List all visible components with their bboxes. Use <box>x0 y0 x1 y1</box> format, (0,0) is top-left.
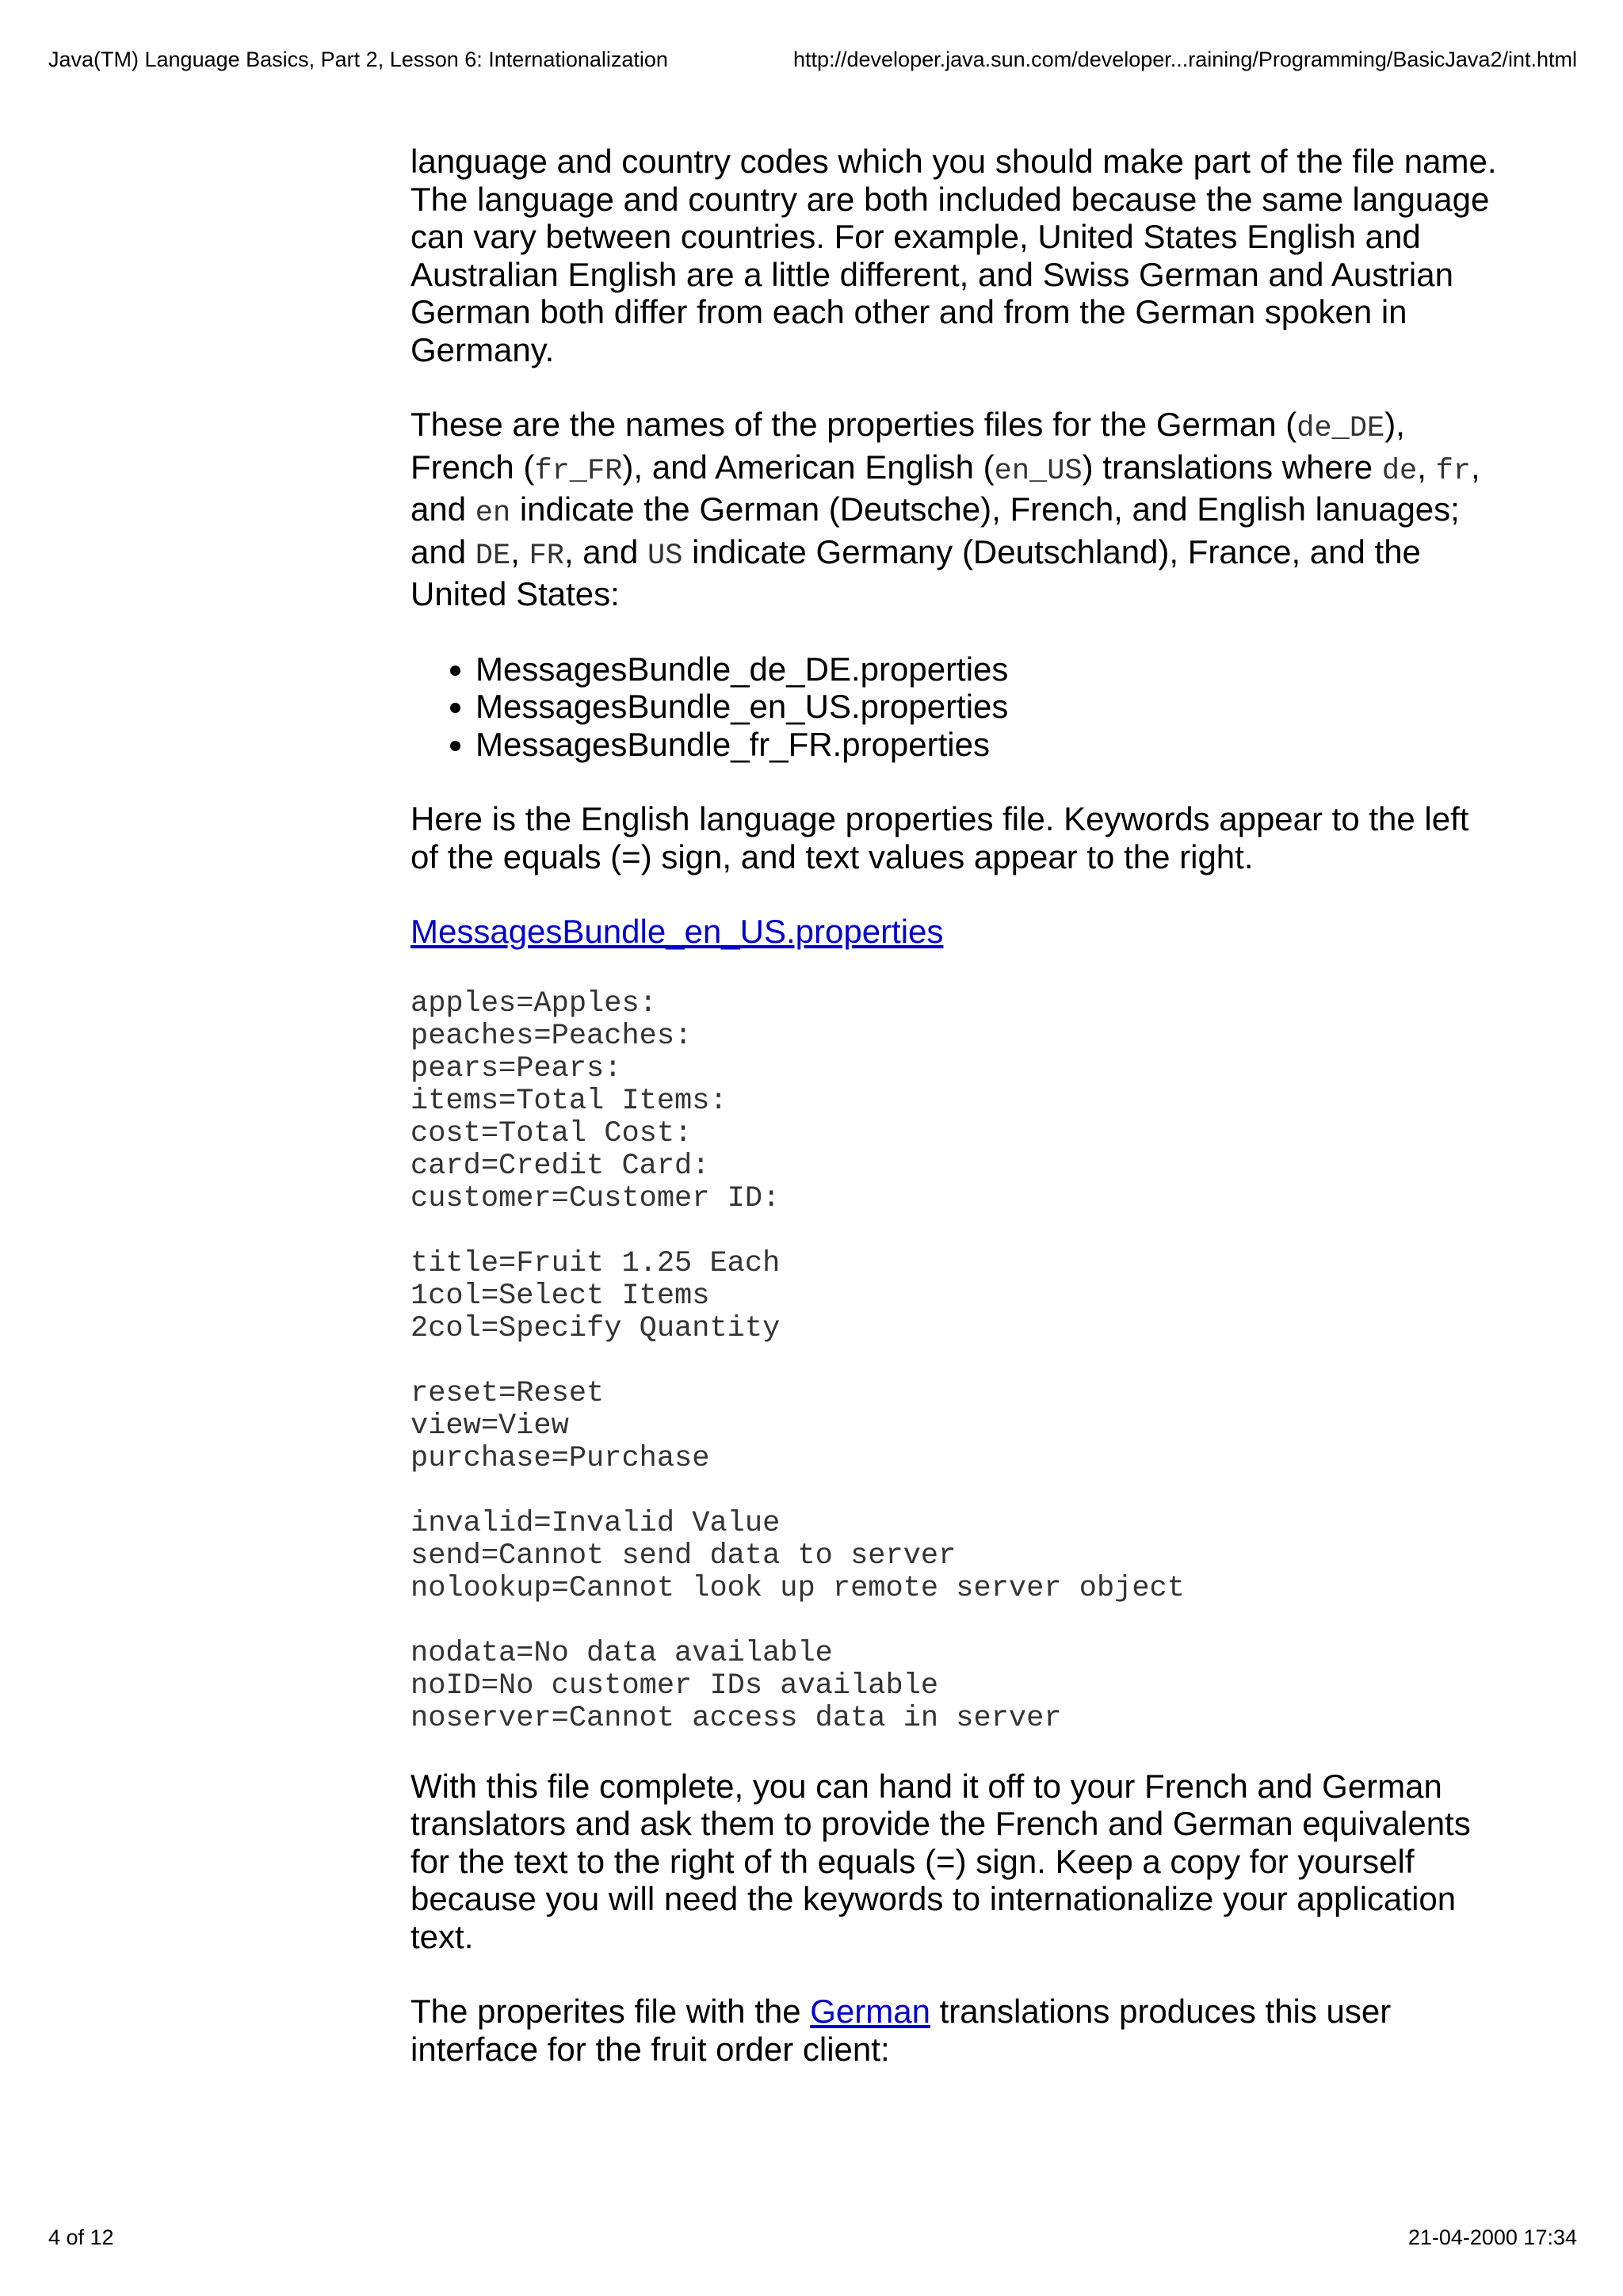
text-span: indicate the German (Deutsche), French, and English lanuages; and <box>411 490 1460 570</box>
code-fr-FR: fr_FR <box>534 454 623 488</box>
code-line: apples=Apples: <box>411 986 657 1020</box>
code-line: items=Total Items: <box>411 1084 727 1118</box>
code-group <box>411 988 1504 1215</box>
code-line: view=View <box>411 1409 569 1443</box>
paragraph-language-codes: language and country codes which you should make part of the file name. The language and country are both included because the same language can vary between countries. For example, United States English and Australian English are a little different, and Swiss German and Austrian German both differ from each other and from the German spoken in Germany. <box>411 143 1497 368</box>
print-timestamp: 21-04-2000 17:34 <box>1407 2225 1577 2249</box>
code-group <box>411 1638 1504 1735</box>
paragraph-english-file-intro: Here is the English language properties file. Keywords appear to the left of the equals (=) sign, and text values appear to the right. <box>411 800 1469 875</box>
text-span: translations produces this user interface for the fruit order client: <box>411 1993 1392 2068</box>
code-line: noserver=Cannot access data in server <box>411 1701 1062 1735</box>
list-item: • MessagesBundle_en_US.properties <box>475 688 1504 726</box>
code-line: title=Fruit 1.25 Each <box>411 1246 781 1280</box>
code-line: 1col=Select Items <box>411 1279 710 1313</box>
page-header-title: Java(TM) Language Basics, Part 2, Lesson 6: Internationalization <box>48 48 668 71</box>
paragraph-properties-names <box>411 406 1504 613</box>
page-header-url: http://developer.java.sun.com/developer...raining/Programming/BasicJava2/int.html <box>792 48 1577 71</box>
code-group <box>411 1378 1504 1475</box>
code-line: nolookup=Cannot look up remote server object <box>411 1571 1185 1605</box>
code-DE: DE <box>475 539 511 573</box>
code-en: en <box>475 497 511 530</box>
article-body <box>411 143 1504 2105</box>
code-fr: fr <box>1435 454 1472 488</box>
code-group <box>411 1248 1504 1345</box>
code-de-DE: de_DE <box>1296 412 1385 445</box>
properties-code-block <box>411 988 1504 1735</box>
code-line: noID=No customer IDs available <box>411 1669 939 1703</box>
code-line: pears=Pears: <box>411 1051 622 1085</box>
code-line: purchase=Purchase <box>411 1441 710 1475</box>
file-link-paragraph <box>411 913 1504 951</box>
paragraph-german-ui <box>411 1993 1504 2068</box>
code-line: nodata=No data available <box>411 1636 833 1670</box>
list-item: • MessagesBundle_de_DE.properties <box>475 650 1504 688</box>
text-span: , and <box>563 532 648 570</box>
code-group <box>411 1508 1504 1605</box>
text-span: The properites file with the <box>411 1993 811 2030</box>
code-line: peaches=Peaches: <box>411 1019 693 1053</box>
german-link[interactable]: German <box>810 1993 930 2030</box>
code-line: cost=Total Cost: <box>411 1116 693 1150</box>
properties-file-list <box>411 650 1504 764</box>
text-span: These are the names of the properties files for the German ( <box>411 406 1297 443</box>
text-span: indicate Germany (Deutschland), France, and the United States: <box>411 532 1421 612</box>
code-line: customer=Customer ID: <box>411 1181 781 1215</box>
text-span: , and <box>411 448 1480 528</box>
text-span: ), French ( <box>411 406 1405 486</box>
code-line: invalid=Invalid Value <box>411 1506 781 1540</box>
code-US: US <box>647 539 683 573</box>
text-span: ), and American English ( <box>622 448 995 486</box>
text-span: ) translations where <box>1082 448 1382 486</box>
page-number: 4 of 12 <box>48 2225 114 2249</box>
text-span: , <box>510 532 529 570</box>
code-line: reset=Reset <box>411 1376 605 1410</box>
paragraph-translators: With this file complete, you can hand it off to your French and German translators and ask them to provide the French and German equivalents for the text to the right of th equals (=) sign. Keep a copy for yourself because you will need the keywords to internationalize your application text. <box>411 1767 1471 1955</box>
list-item: • MessagesBundle_fr_FR.properties <box>475 726 1504 764</box>
code-line: 2col=Specify Quantity <box>411 1311 781 1345</box>
text-span: , <box>1417 448 1436 486</box>
code-en-US: en_US <box>994 454 1083 488</box>
code-line: send=Cannot send data to server <box>411 1539 957 1573</box>
properties-file-link[interactable]: MessagesBundle_en_US.properties <box>411 913 944 950</box>
code-FR: FR <box>529 539 564 573</box>
code-de: de <box>1381 454 1418 488</box>
code-line: card=Credit Card: <box>411 1149 710 1183</box>
